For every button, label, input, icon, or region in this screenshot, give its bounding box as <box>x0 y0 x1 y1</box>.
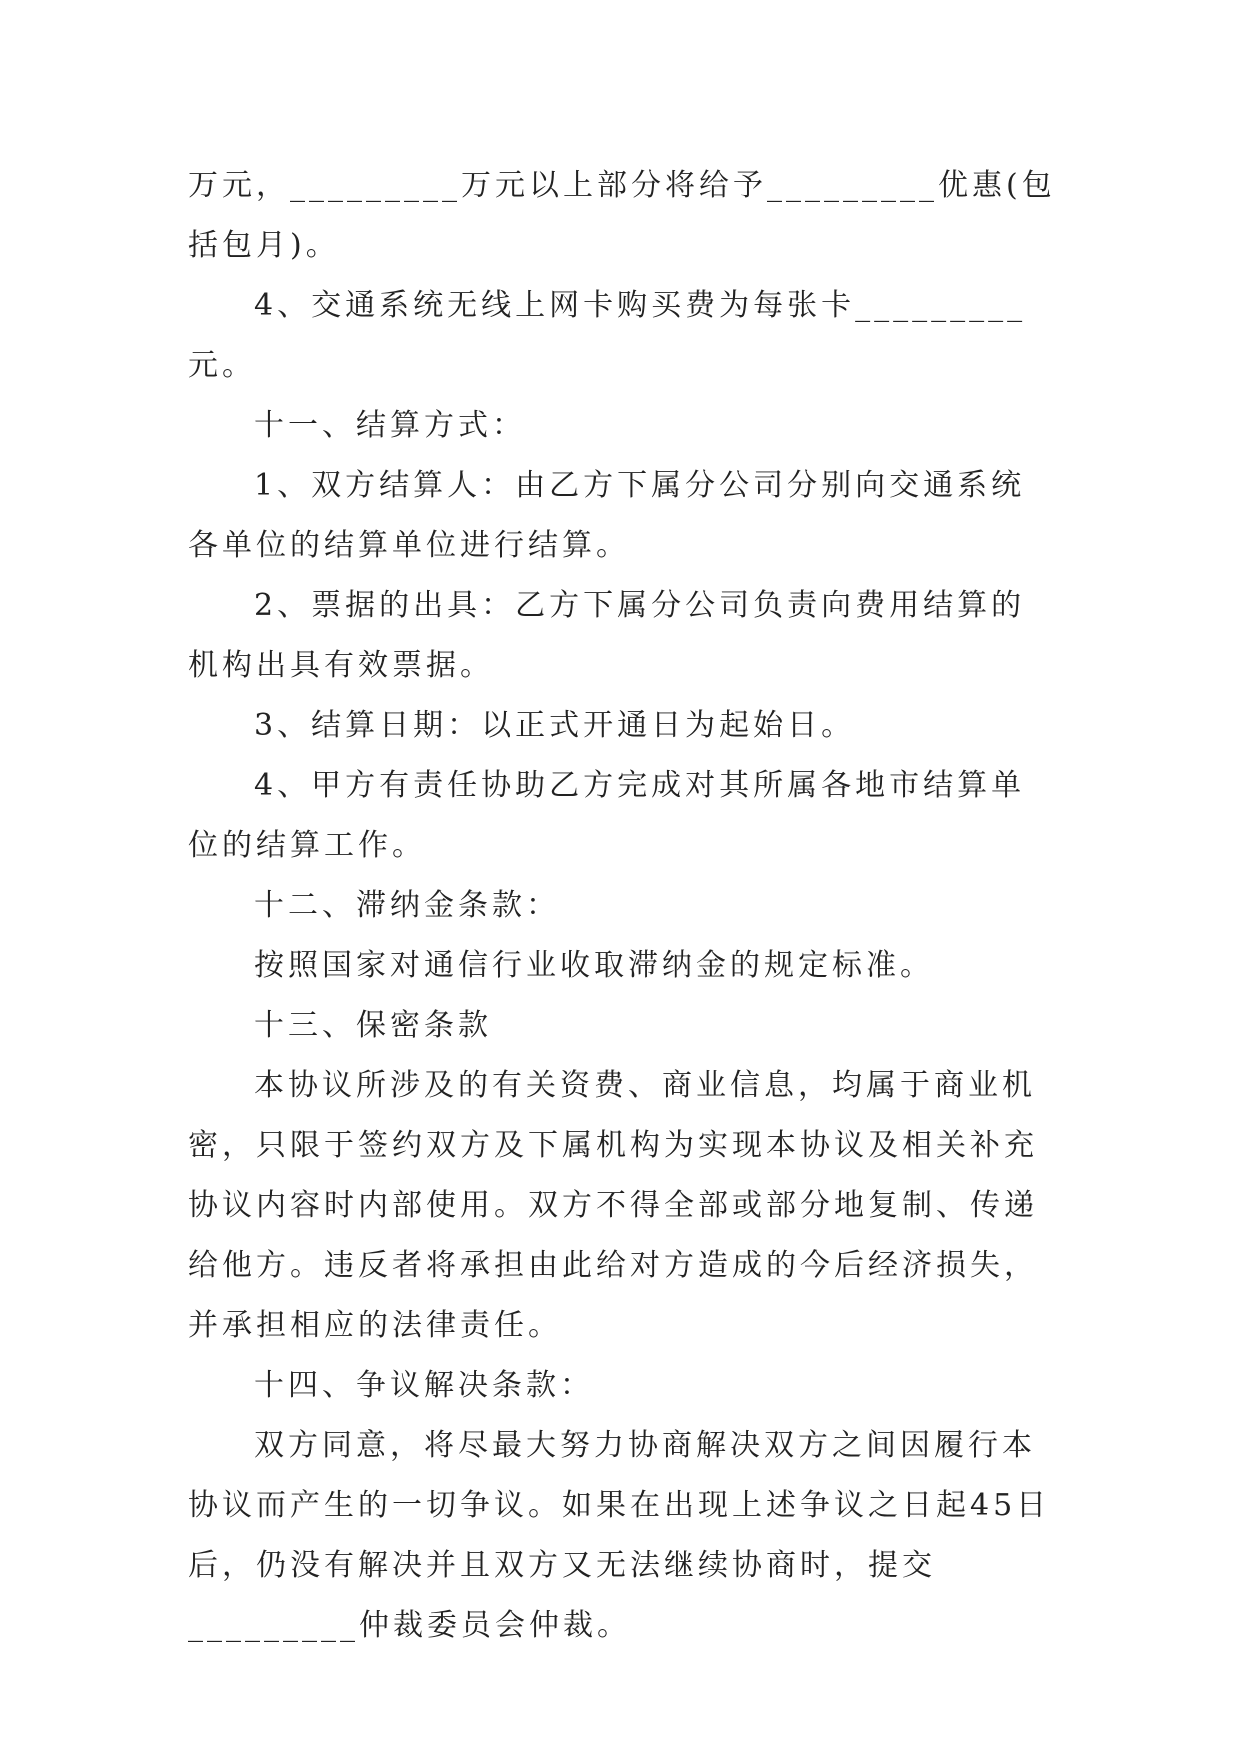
paragraph-5: 2、票据的出具：乙方下属分公司负责向费用结算的机构出具有效票据。 <box>188 588 1026 683</box>
paragraph-4: 1、双方结算人：由乙方下属分公司分别向交通系统各单位的结算单位进行结算。 <box>188 468 1026 563</box>
section-heading-confidentiality: 十三、保密条款 <box>254 1008 492 1043</box>
section-heading-late-fee: 十二、滞纳金条款： <box>254 888 560 923</box>
paragraph-11: 本协议所涉及的有关资费、商业信息，均属于商业机密，只限于签约双方及下属机构为实现本协议及相关补充协议内容时内部使用。双方不得全部或部分地复制、传递给他方。违反者将承担由此给对方造成的今后经济损失，并承担相应的法律责任。 <box>188 1068 1038 1343</box>
paragraph-6: 3、结算日期：以正式开通日为起始日。 <box>254 708 856 743</box>
section-heading-dispute: 十四、争议解决条款： <box>254 1368 594 1403</box>
paragraph-1: 万元，_________万元以上部分将给予_________优惠(包括包月)。 <box>188 168 1056 263</box>
paragraph-2: 4、交通系统无线上网卡购买费为每张卡_________元。 <box>188 288 1027 383</box>
section-heading-settlement: 十一、结算方式： <box>254 408 526 443</box>
paragraph-7: 4、甲方有责任协助乙方完成对其所属各地市结算单位的结算工作。 <box>188 768 1026 863</box>
document-body <box>188 156 1058 1656</box>
paragraph-13: 双方同意，将尽最大努力协商解决双方之间因履行本协议而产生的一切争议。如果在出现上述争议之日起45日后，仍没有解决并且双方又无法继续协商时，提交_________仲裁委员会仲裁。 <box>188 1428 1051 1643</box>
paragraph-9: 按照国家对通信行业收取滞纳金的规定标准。 <box>254 948 934 983</box>
